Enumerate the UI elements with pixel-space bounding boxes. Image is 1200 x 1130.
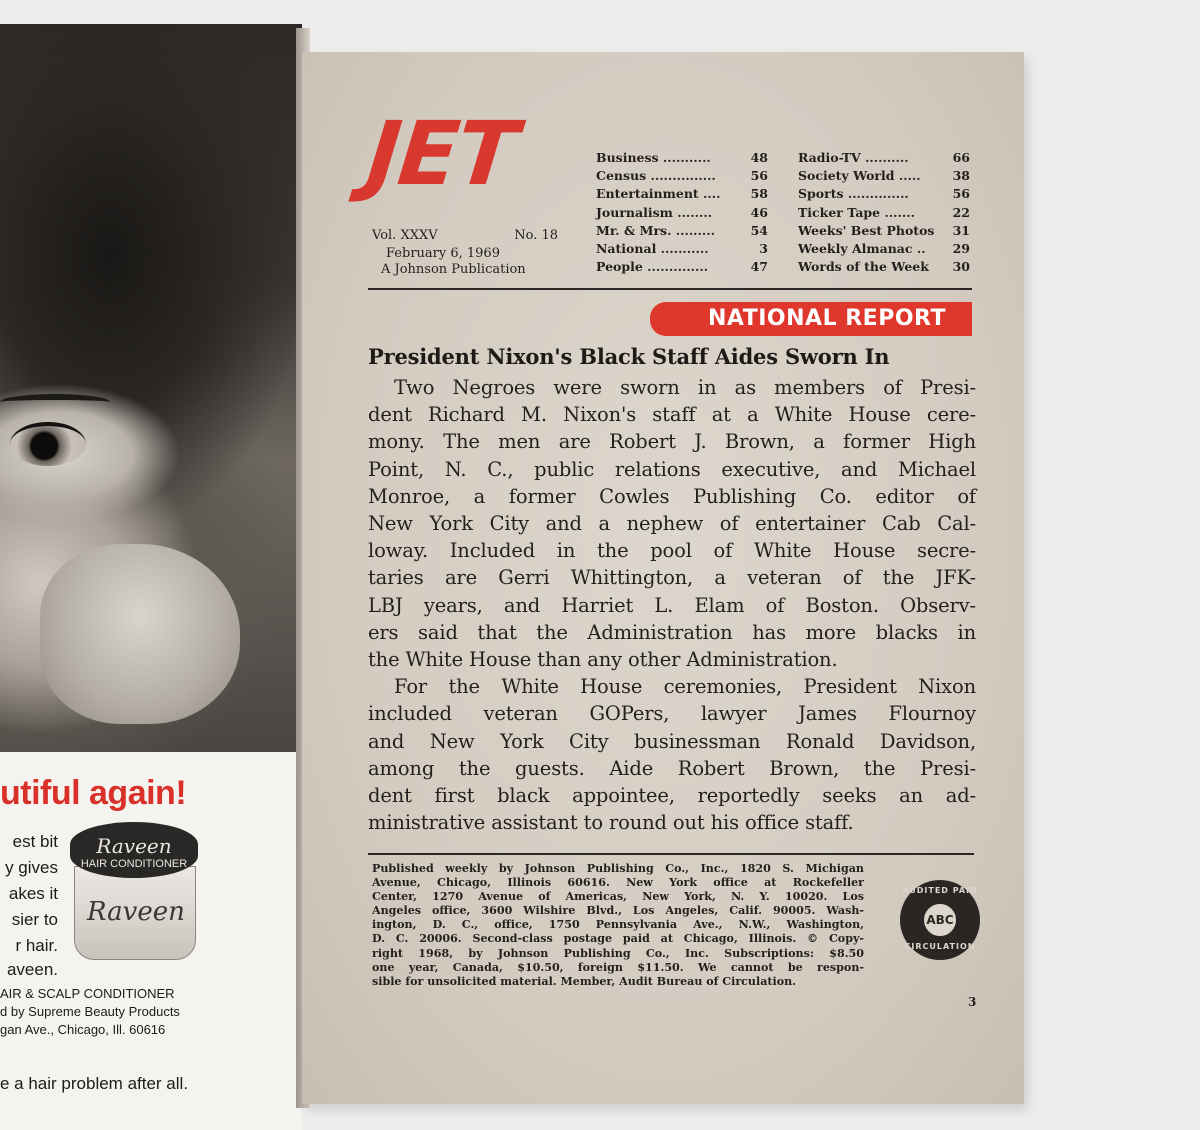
colophon-line: one year, Canada, $10.50, foreign $11.50. We cannot be respon- bbox=[372, 960, 864, 974]
article-line: ers said that the Administration has more blacks in bbox=[368, 620, 976, 644]
eyebrow-shape bbox=[0, 394, 110, 410]
masthead-publisher: A Johnson Publication bbox=[381, 262, 526, 277]
seal-center-text: ABC bbox=[923, 903, 957, 937]
masthead-volume-line bbox=[372, 228, 558, 243]
toc-entry: Words of the Week 30 bbox=[798, 259, 970, 275]
masthead-date: February 6, 1969 bbox=[386, 246, 500, 261]
ad-copy-line: est bit bbox=[12, 832, 58, 851]
ad-address-line: gan Ave., Chicago, Ill. 60616 bbox=[0, 1022, 166, 1037]
toc-entry: Entertainment .... 58 bbox=[596, 186, 768, 202]
colophon-line: ington, D. C., office, 1750 Pennsylvania Ave., N.W., Washington, bbox=[372, 918, 864, 932]
ad-copy-line: r hair. bbox=[15, 936, 58, 955]
toc-entry: Radio-TV .......... 66 bbox=[798, 150, 970, 165]
jar-lid-brand: Raveen bbox=[96, 834, 172, 858]
ad-maker-line: d by Supreme Beauty Products bbox=[0, 1004, 180, 1019]
colophon-line: Avenue, Chicago, Illinois 60616. New York office at Rockefeller bbox=[372, 876, 864, 890]
table-of-contents-right bbox=[798, 150, 970, 277]
colophon-line: Angeles office, 3600 Wilshire Blvd., Los Angeles, Calif. 90005. Wash- bbox=[372, 904, 864, 918]
article-line: included veteran GOPers, lawyer James Flournoy bbox=[368, 702, 976, 726]
publication-colophon bbox=[372, 862, 864, 989]
jar-lid-text: HAIR CONDITIONER bbox=[80, 858, 188, 870]
ad-text-panel bbox=[0, 752, 302, 1130]
ad-headline: utiful again! bbox=[0, 774, 187, 812]
section-banner: NATIONAL REPORT bbox=[650, 302, 972, 336]
jar-body bbox=[74, 866, 196, 960]
article-line: the White House than any other Administration. bbox=[368, 648, 838, 672]
article-line: taries are Gerri Whittington, a veteran of the JFK- bbox=[368, 566, 976, 590]
colophon-line: sible for unsolicited material. Member, Audit Bureau of Circulation. bbox=[372, 974, 797, 988]
ad-tagline: e a hair problem after all. bbox=[0, 1074, 189, 1093]
jar-lid bbox=[70, 822, 198, 878]
colophon-line: D. C. 20006. Second-class postage paid at Chicago, Illinois. © Copy- bbox=[372, 932, 864, 946]
toc-entry: Weekly Almanac .. 29 bbox=[798, 240, 970, 256]
product-jar-image bbox=[70, 822, 198, 960]
eye-shape bbox=[10, 422, 86, 466]
portrait-photo bbox=[0, 24, 302, 752]
article-line: dent first black appointee, reportedly seeks an ad- bbox=[368, 784, 976, 808]
toc-entry: Journalism ........ 46 bbox=[596, 204, 768, 220]
toc-entry: Census ............... 56 bbox=[596, 168, 768, 184]
article-line: dent Richard M. Nixon's staff at a White House cere- bbox=[368, 403, 976, 427]
article-line: Point, N. C., public relations executive, and Michael bbox=[368, 457, 976, 481]
seal-bottom-text: CIRCULATION bbox=[904, 942, 976, 951]
article-headline: President Nixon's Black Staff Aides Sworn In bbox=[368, 344, 890, 369]
masthead-divider bbox=[368, 288, 972, 290]
article-line: and New York City businessman Ronald Davidson, bbox=[368, 729, 976, 753]
article-line: New York City and a nephew of entertainer Cab Cal- bbox=[368, 512, 976, 536]
ad-copy-line: sier to bbox=[11, 910, 58, 929]
toc-entry: Society World ..... 38 bbox=[798, 168, 970, 184]
ad-copy-line: y gives bbox=[5, 858, 58, 877]
article-line: Two Negroes were sworn in as members of Presi- bbox=[394, 376, 976, 399]
jet-logo: JET bbox=[362, 102, 521, 205]
seal-top-text: AUDITED PAID bbox=[902, 886, 978, 895]
page-number: 3 bbox=[968, 995, 977, 1009]
abc-audit-seal-icon bbox=[900, 880, 980, 960]
ad-copy-line: aveen. bbox=[6, 960, 58, 979]
toc-entry: National ........... 3 bbox=[596, 240, 768, 256]
toc-entry: Weeks' Best Photos 31 bbox=[798, 222, 970, 238]
masthead-volume: Vol. XXXV bbox=[372, 228, 438, 243]
masthead-number: No. 18 bbox=[514, 228, 558, 243]
ad-copy-line: akes it bbox=[8, 884, 58, 903]
toc-entry: Sports .............. 56 bbox=[798, 186, 970, 202]
colophon-divider bbox=[368, 853, 974, 855]
colophon-line: Published weekly by Johnson Publishing Co., Inc., 1820 S. Michigan bbox=[372, 862, 864, 875]
article-line: among the guests. Aide Robert Brown, the Presi- bbox=[368, 756, 976, 780]
article-line: mony. The men are Robert J. Brown, a former High bbox=[368, 430, 976, 454]
ad-product-line: AIR & SCALP CONDITIONER bbox=[0, 986, 175, 1001]
toc-entry: Mr. & Mrs. ......... 54 bbox=[596, 222, 768, 238]
article-line: ministrative assistant to round out his office staff. bbox=[368, 811, 854, 835]
colophon-line: Center, 1270 Avenue of Americas, New York, N. Y. 10020. Los bbox=[372, 890, 864, 904]
hand-shape bbox=[40, 544, 240, 724]
jar-body-brand: Raveen bbox=[87, 897, 185, 927]
article-line: LBJ years, and Harriet L. Elam of Boston. Observ- bbox=[368, 593, 976, 617]
toc-entry: Ticker Tape ....... 22 bbox=[798, 204, 970, 220]
colophon-line: right 1968, by Johnson Publishing Co., Inc. Subscriptions: $8.50 bbox=[372, 946, 864, 960]
toc-entry: People .............. 47 bbox=[596, 259, 768, 275]
table-of-contents-left bbox=[596, 150, 768, 277]
toc-entry: Business ........... 48 bbox=[596, 150, 768, 165]
article-line: For the White House ceremonies, President Nixon bbox=[394, 675, 976, 699]
article-line: loway. Included in the pool of White House secre- bbox=[368, 539, 976, 563]
left-page-advertisement bbox=[0, 24, 302, 1130]
article-line: Monroe, a former Cowles Publishing Co. editor of bbox=[368, 484, 976, 508]
article-body bbox=[368, 374, 976, 836]
